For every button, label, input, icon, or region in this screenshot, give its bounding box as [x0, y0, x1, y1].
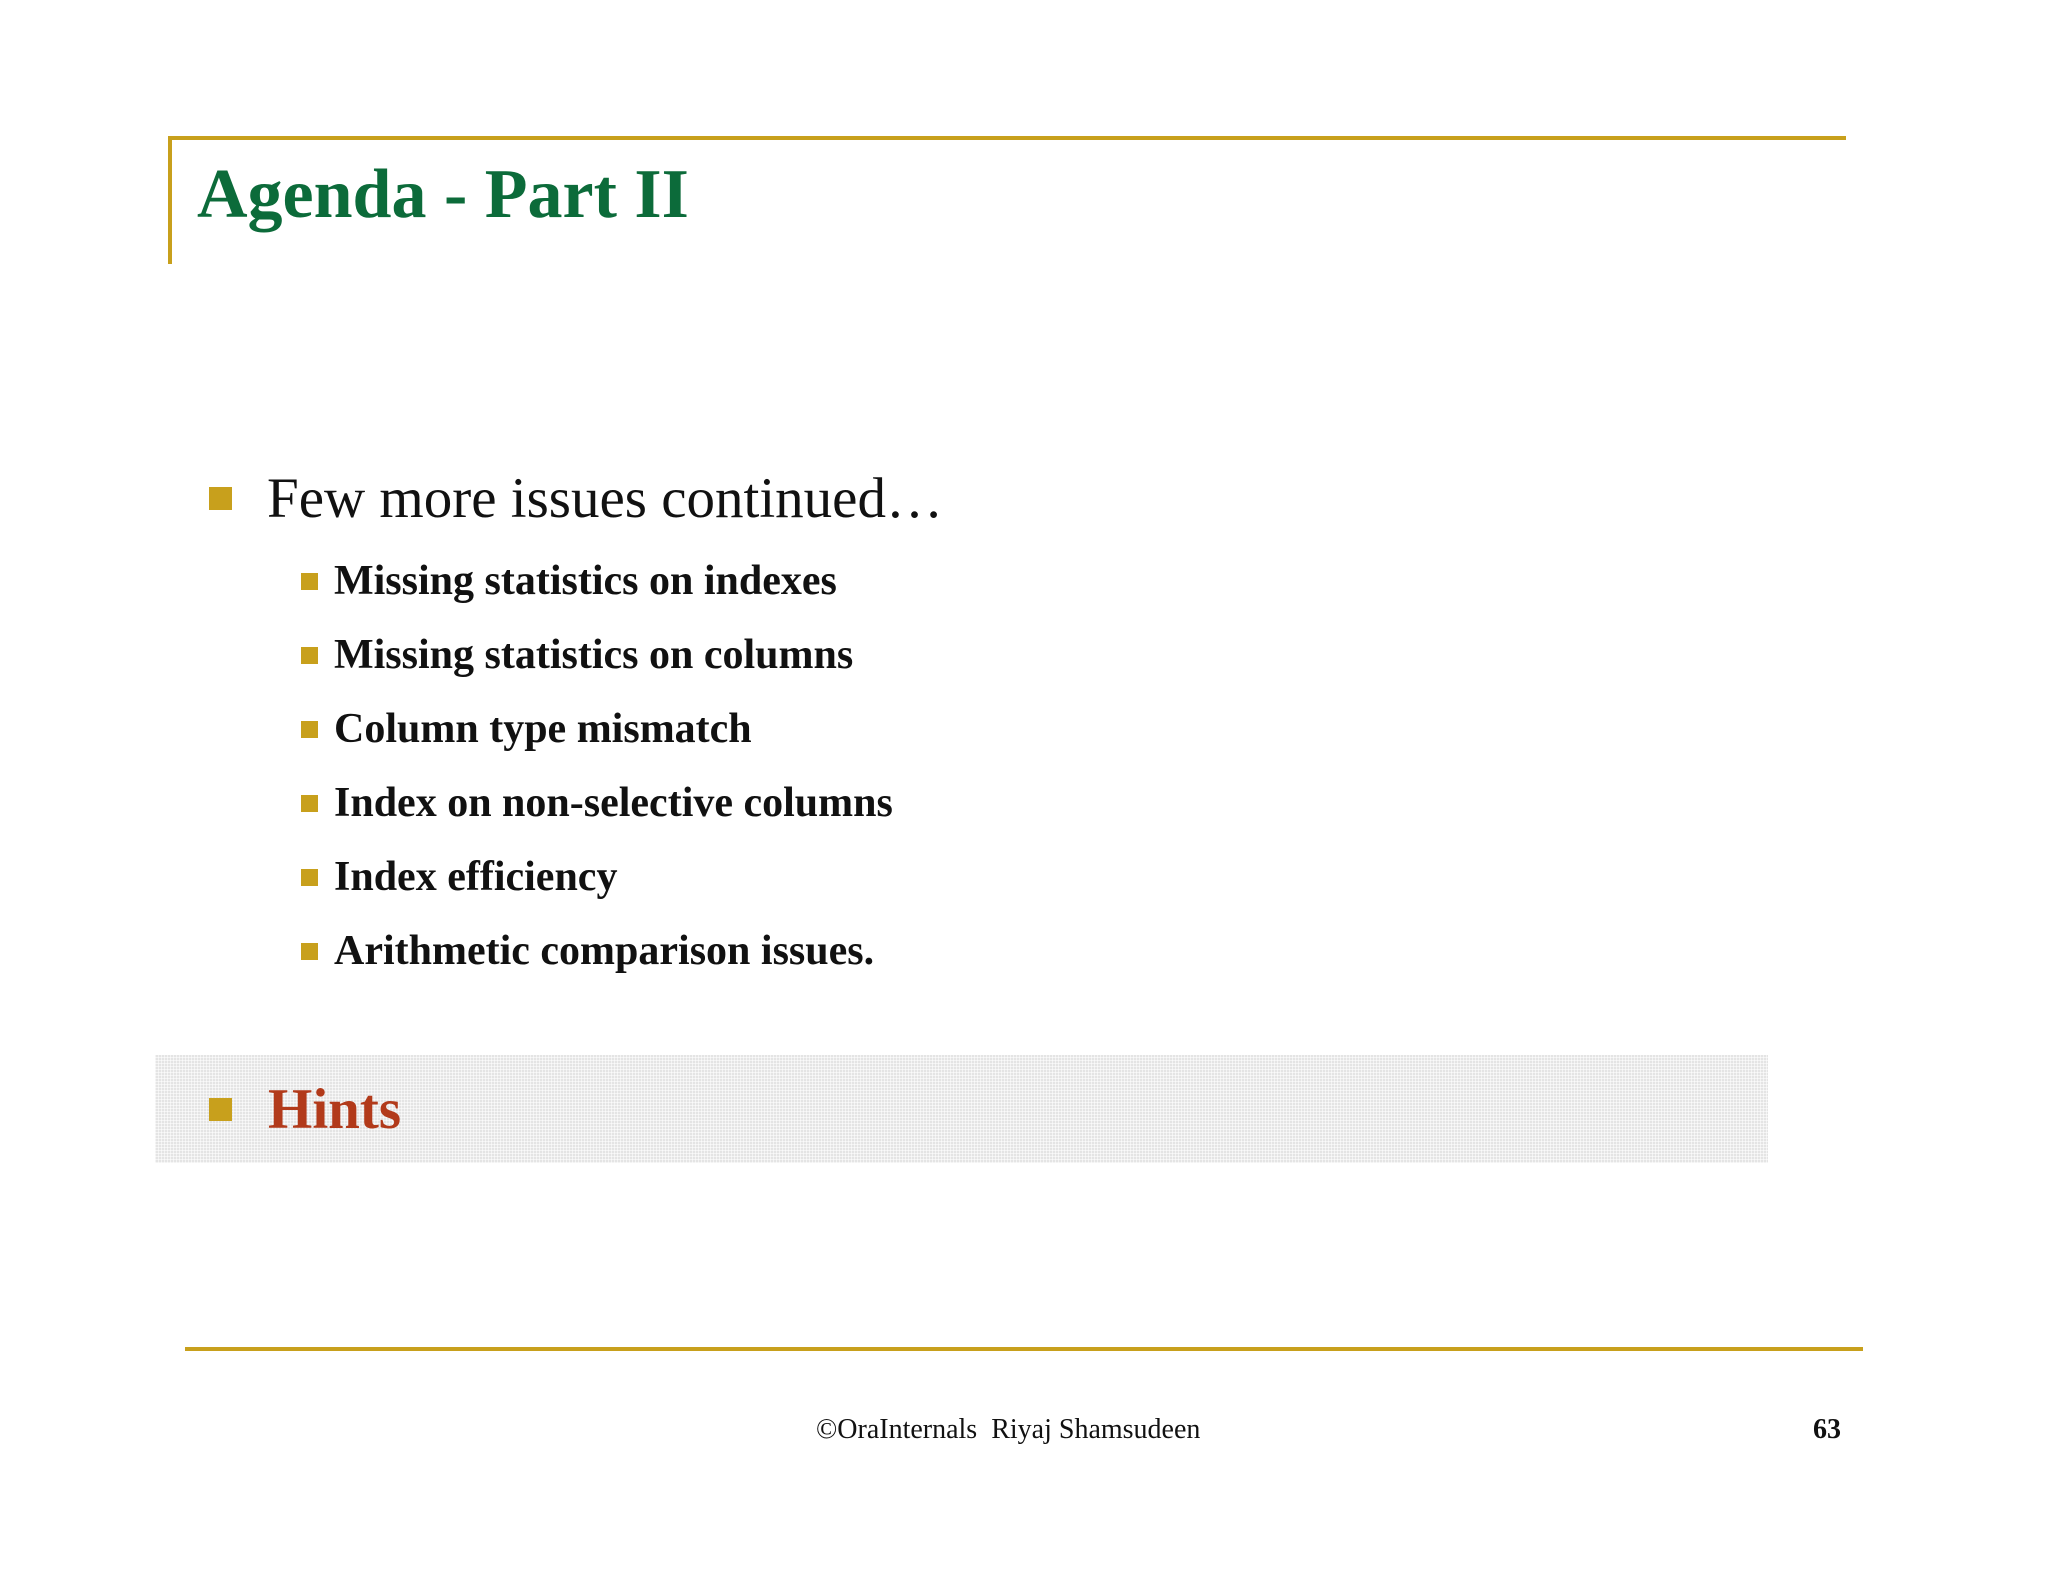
square-bullet-icon: [209, 1098, 232, 1121]
page-number: 63: [1813, 1414, 1841, 1445]
footer-credit: ©OraInternals Riyaj Shamsudeen: [816, 1414, 1201, 1445]
square-bullet-icon: [301, 795, 318, 812]
footer-rule: [185, 1347, 1863, 1351]
square-bullet-icon: [209, 487, 232, 510]
sub-item: Arithmetic comparison issues.: [334, 928, 875, 974]
square-bullet-icon: [301, 647, 318, 664]
sub-item: Missing statistics on columns: [334, 632, 854, 678]
sub-item: Column type mismatch: [334, 706, 752, 752]
bullet-level1-text: Few more issues continued…: [267, 467, 943, 530]
sub-item: Index on non-selective columns: [334, 780, 893, 826]
square-bullet-icon: [301, 573, 318, 590]
title-top-rule: [168, 136, 1846, 140]
title-left-rule: [168, 136, 172, 264]
square-bullet-icon: [301, 943, 318, 960]
sub-item: Missing statistics on indexes: [334, 558, 837, 604]
square-bullet-icon: [301, 721, 318, 738]
slide-title: Agenda - Part II: [197, 156, 689, 233]
highlighted-item: Hints: [268, 1078, 402, 1141]
square-bullet-icon: [301, 869, 318, 886]
sub-item: Index efficiency: [334, 854, 618, 900]
